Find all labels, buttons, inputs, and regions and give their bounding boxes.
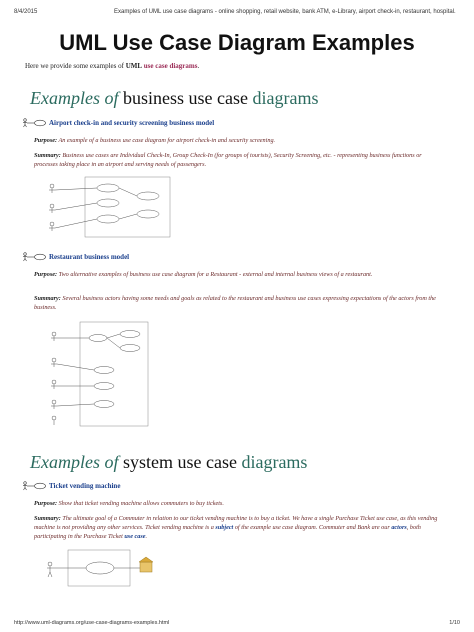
ticket-purpose: Purpose: Show that ticket vending machine allows commuters to buy tickets. bbox=[34, 500, 224, 507]
print-doc-title: Examples of UML use case diagrams - online shopping, retail website, bank ATM, e-Library, airport check-in, restaurant, hospital. bbox=[114, 9, 456, 15]
use-case-icon bbox=[22, 481, 46, 491]
page-url: http://www.uml-diagrams.org/use-case-diagrams-examples.html bbox=[14, 620, 170, 626]
section-heading-system: Examples of system use case diagrams bbox=[30, 452, 308, 472]
restaurant-purpose: Purpose: Two alternative examples of business use case diagram for a Restaurant - external and internal business views of a restaurant. bbox=[34, 271, 373, 278]
example-ticket-link[interactable]: Ticket vending machine bbox=[22, 481, 120, 491]
restaurant-diagram-thumbnail[interactable] bbox=[40, 320, 150, 428]
airport-diagram-thumbnail[interactable] bbox=[40, 176, 172, 238]
restaurant-summary: Summary: Several business actors having some needs and goals as related to the restaurant and business use cases expressing expectations of the actors from the business. bbox=[34, 295, 436, 311]
intro-uml: UML bbox=[125, 62, 143, 70]
print-date: 8/4/2015 bbox=[14, 9, 38, 15]
use-case-icon bbox=[22, 118, 46, 128]
example-restaurant-link[interactable]: Restaurant business model bbox=[22, 252, 129, 262]
airport-summary: Summary: Business use cases are Individual Check-In, Group Check-In (for groups of tourists), Security Screening, etc. - representing business functions or processes taking place in an airport and serving needs of passengers. bbox=[34, 152, 422, 168]
airport-purpose: Purpose: An example of a business use case diagram for airport check-in and security screening. bbox=[34, 137, 276, 144]
use-case-diagrams-link[interactable]: use case diagrams bbox=[143, 62, 198, 70]
intro-text: Here we provide some examples of UML use case diagrams. bbox=[25, 62, 200, 70]
page-number: 1/10 bbox=[449, 620, 460, 626]
page-title: UML Use Case Diagram Examples bbox=[59, 30, 415, 55]
use-case-icon bbox=[22, 252, 46, 262]
ticket-summary: Summary: The ultimate goal of a Commuter in relation to our ticket vending machine is to buy a ticket. We have a single Purchase Ticket use case, as this vending machine is not providing any other services. Ticket vending machine is a subject of the example use case diagram. Commuter and Bank are our actors, both participating in the Purchase Ticket use case. bbox=[34, 515, 438, 540]
section-heading-business: Examples of business use case diagrams bbox=[30, 88, 319, 108]
ticket-diagram-thumbnail[interactable] bbox=[40, 548, 160, 590]
print-header bbox=[14, 9, 460, 21]
example-airport-link[interactable]: Airport check-in and security screening business model bbox=[22, 118, 214, 128]
